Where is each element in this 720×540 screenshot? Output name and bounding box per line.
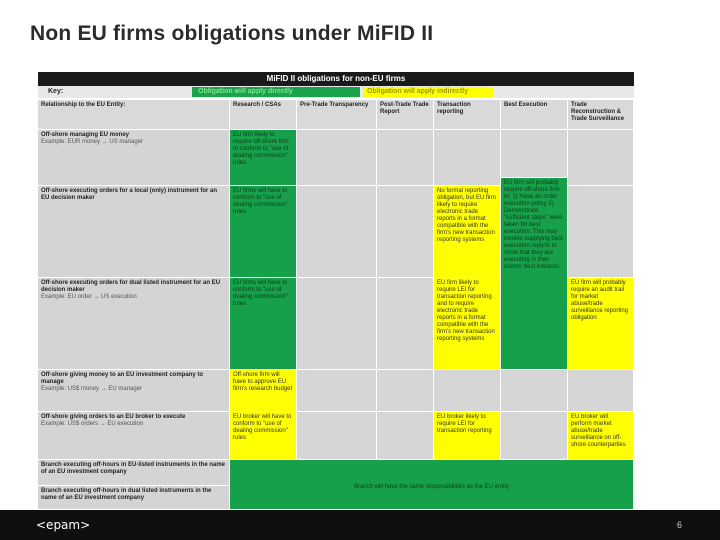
cell-r4-posttrade — [377, 370, 434, 412]
cell-r4-txreport — [434, 370, 501, 412]
cell-r2-posttrade — [377, 186, 434, 278]
header-research: Research / CSAs — [230, 100, 297, 130]
cell-r2-txreport: No formal reporting obligation, but EU firm likely to require electronic trade reports in a format compatible with the firm's new transaction reporting systems — [434, 186, 501, 278]
row-label-4 — [38, 370, 230, 412]
header-relationship: Relationship to the EU Entity: — [38, 100, 230, 130]
page-number: 6 — [676, 520, 682, 530]
cell-r2-pretrade — [297, 186, 377, 278]
header-transaction-reporting: Transaction reporting — [434, 100, 501, 130]
row-example: Example: EUR money → US manager — [41, 139, 144, 145]
cell-r5-recon: EU broker will perform market abuse/trade surveillance on off-shore counterparties — [568, 412, 634, 460]
cell-r3-recon: EU firm will probably require an audit trail for market abuse/trade surveillance reporting obligation — [568, 278, 634, 370]
header-trade-reconstruction: Trade Reconstruction & Trade Surveillance — [568, 100, 634, 130]
cell-r1-txreport — [434, 130, 501, 186]
cell-r5-research: EU broker will have to conform to "use of dealing commission" rules — [230, 412, 297, 460]
row-example: Example: US$ money → EU manager — [41, 386, 143, 392]
header-pretrade: Pre-Trade Transparency — [297, 100, 377, 130]
cell-r5-posttrade — [377, 412, 434, 460]
cell-r2-bestexec: EU firm will probably require off-shore firm to: 1) Have an order execution policy 2) Demonstrate "sufficient steps" were taken for best execution. This may involve supplying best execution reports to show that they are executing in their clients' best interests — [501, 178, 568, 370]
key-indirect-legend: Obligation will apply indirectly — [363, 87, 493, 97]
cell-r4-pretrade — [297, 370, 377, 412]
key-label: Key: — [48, 88, 64, 95]
cell-r4-bestexec — [501, 370, 568, 412]
row-label-7 — [38, 486, 230, 510]
cell-r2-recon — [568, 186, 634, 278]
row-title: Branch executing off-hours in dual listed instruments in the name of an EU investment company — [41, 488, 212, 501]
row-label-3 — [38, 278, 230, 370]
cell-r4-recon — [568, 370, 634, 412]
cell-r3-posttrade — [377, 278, 434, 370]
cell-r3-txreport: EU firm likely to require LEI for transaction reporting and to require electronic trade reports in a format compatible with the firm's new transaction reporting systems — [434, 278, 501, 370]
cell-r1-recon — [568, 130, 634, 186]
cell-r1-pretrade — [297, 130, 377, 186]
row-title: Off-shore executing orders for a local (only) instrument for an EU decision maker — [41, 188, 218, 201]
row-label-5 — [38, 412, 230, 460]
cell-r5-bestexec — [501, 412, 568, 460]
obligations-table — [38, 72, 634, 510]
row-label-2 — [38, 186, 230, 278]
cell-branch-merged: Branch will have the same responsibilities as the EU entity — [230, 460, 634, 510]
row-example: Example: EU order → US execution — [41, 294, 137, 300]
cell-r5-pretrade — [297, 412, 377, 460]
row-example: Example: US$ orders → EU execution — [41, 421, 144, 427]
key-row — [38, 86, 634, 98]
cell-r2-research: EU firms will have to conform to "use of dealing commission" rules — [230, 186, 297, 278]
row-title: Off-shore executing orders for dual listed instrument for an EU decision maker — [41, 280, 221, 293]
cell-r3-research: EU firms will have to conform to "use of dealing commission" rules — [230, 278, 297, 370]
cell-r1-posttrade — [377, 130, 434, 186]
slide-title: Non EU firms obligations under MiFID II — [30, 22, 434, 45]
table-banner: MiFID II obligations for non-EU firms — [38, 72, 634, 86]
cell-r4-research: Off-shore firm will have to approve EU firm's research budget — [230, 370, 297, 412]
footer-bar — [0, 510, 720, 540]
epam-logo: <epam> — [36, 518, 91, 532]
header-best-execution: Best Execution — [501, 100, 568, 130]
row-label-1 — [38, 130, 230, 186]
header-posttrade: Post-Trade Trade Report — [377, 100, 434, 130]
row-title: Branch executing off-hours in EU-listed instruments in the name of an EU investment company — [41, 462, 226, 475]
cell-r1-research: EU firm likely to require off-shore firm to conform to "use of dealing commission" rules — [230, 130, 297, 186]
row-title: Off-shore giving orders to an EU broker to execute — [41, 414, 186, 420]
row-label-6 — [38, 460, 230, 486]
cell-r5-txreport: EU broker likely to require LEI for transaction reporting — [434, 412, 501, 460]
key-direct-legend: Obligation will apply directly — [192, 87, 360, 97]
row-title: Off-shore managing EU money — [41, 132, 130, 138]
row-title: Off-shore giving money to an EU investment company to manage — [41, 372, 204, 385]
cell-r1-bestexec — [501, 130, 568, 178]
cell-r3-pretrade — [297, 278, 377, 370]
